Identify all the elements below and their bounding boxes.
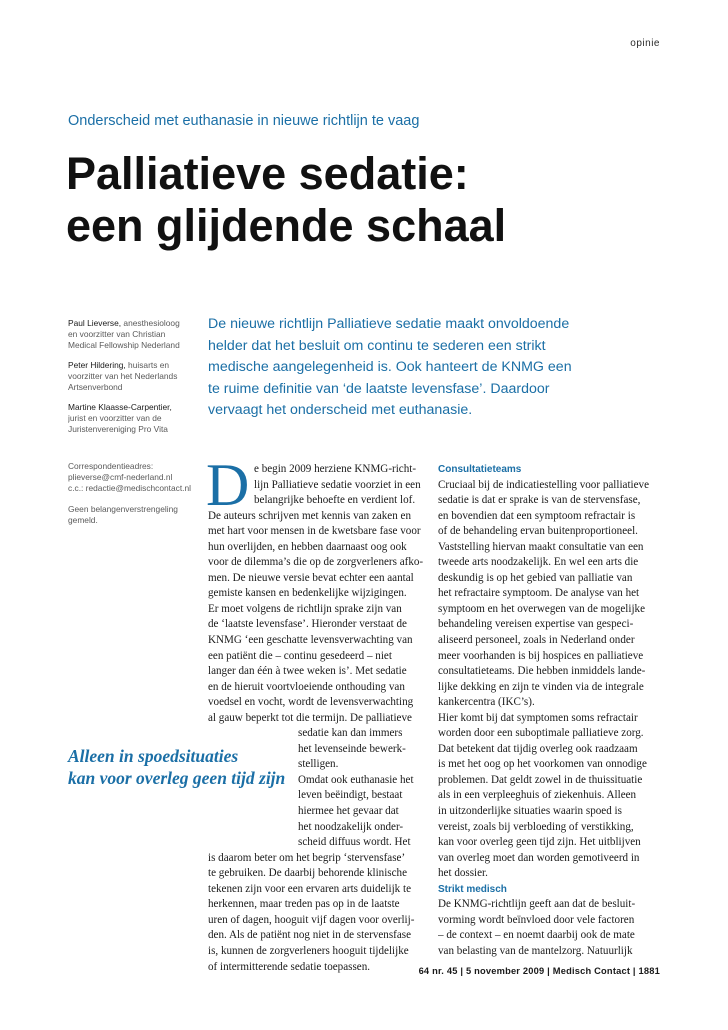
body-text-line: consultatieteams. Die hebben inmiddels lande- — [438, 665, 646, 678]
correspondence-label: Correspondentieadres: — [68, 461, 154, 471]
body-text-line: sedatie is dat er sprake is van de stervensfase, — [438, 494, 641, 507]
body-text-line: deskundig is op het gebied van palliatie van — [438, 571, 633, 584]
body-text-line: het levenseinde bewerk- — [298, 742, 406, 755]
body-text-line: een patiënt die – continu gesedeerd – niet — [208, 649, 392, 662]
body-text-line: Vaststelling hiervan maakt consultatie van een — [438, 540, 644, 553]
intro-line: vervaagt het onderscheid met euthanasie. — [208, 402, 473, 418]
author-list — [68, 318, 198, 444]
page-footer: 64 nr. 45 | 5 november 2009 | Medisch Contact | 1881 — [418, 966, 660, 976]
body-text-line: het noodzakelijk onder- — [298, 820, 404, 833]
body-text-line: hun overlijden, en hebben daarnaast oog ook — [208, 540, 407, 553]
body-text-line: leven beëindigt, bestaat — [298, 789, 403, 802]
body-text-line: gemiste kansen en bedenkelijke wijzigingen. — [208, 587, 407, 600]
body-text-line: het refractaire symptoom. De analyse van het — [438, 587, 640, 600]
body-text-line: men. De nieuwe versie bevat echter een aantal — [208, 571, 414, 584]
body-text-line: tweede arts noodzakelijk. En wel een arts die — [438, 556, 639, 569]
body-text-line: kankercentra (IKC’s). — [438, 696, 535, 709]
conflict-line: gemeld. — [68, 514, 98, 525]
body-text-line: De auteurs schrijven met kennis van zaken en — [208, 509, 412, 522]
body-text-line: als in een verpleeghuis of ziekenhuis. Alleen — [438, 789, 637, 802]
author-role: jurist en voorzitter van de — [68, 412, 162, 423]
body-text-line: of intermitterende sedatie toepassen. — [208, 960, 371, 973]
author-role: Juristenvereniging Pro Vita — [68, 423, 168, 434]
section-body — [438, 897, 660, 959]
body-text-line: in uitzonderlijke situaties waarin spoed is — [438, 805, 622, 818]
body-text-line: uren of dagen, hooguit vijf dagen voor overlij- — [208, 913, 415, 926]
body-text-line: vorming wordt beïnvloed door vele factoren — [438, 913, 635, 926]
body-text-line: lijn Palliatieve sedatie voorziet in een — [254, 478, 421, 491]
section-heading-strikt-medisch: Strikt medisch — [438, 883, 507, 895]
body-text-line: stelligen. — [298, 758, 339, 771]
body-text-line: meer voorhanden is bij hospices en palliatieve — [438, 649, 644, 662]
body-text-line: en bovendien dat een symptoom refractair is — [438, 509, 636, 522]
author-role: huisarts en — [125, 360, 170, 370]
body-text-line: aliseerd personeel, zoals in Nederland onder — [438, 634, 635, 647]
body-text-line: voedsel en vocht, wordt de levensverwachting — [208, 696, 414, 709]
body-text-line: scheid diffuus wordt. Het — [298, 836, 411, 849]
body-text-line: is daarom beter om het begrip ‘stervensfase’ — [208, 851, 406, 864]
body-text-line: problemen. Dat geldt zowel in de thuissituatie — [438, 773, 643, 786]
body-text-line: behandeling vereisen expertise van gespeci- — [438, 618, 634, 631]
section-body — [438, 478, 660, 882]
correspondence-cc[interactable]: c.c.: redactie@medischcontact.nl — [68, 482, 192, 493]
correspondence-email[interactable]: plieverse@cmf-nederland.nl — [68, 471, 173, 482]
author-role: en voorzitter van Christian — [68, 328, 166, 339]
body-text-line: lijke dekking en zijn te vinden via de integrale — [438, 680, 644, 693]
pull-quote-line: Alleen in spoedsituaties — [68, 746, 239, 766]
drop-cap: D — [206, 452, 250, 518]
title-line: Palliatieve sedatie: — [66, 148, 469, 199]
body-text-line: worden door een suboptimale palliatieve zorg. — [438, 727, 644, 740]
intro-line: te ruime definitie van ‘de laatste levensfase’. Daardoor — [208, 380, 550, 397]
section-heading-consultatieteams: Consultatieteams — [438, 464, 522, 475]
body-text-line: van belasting van de mantelzorg. Natuurlijk — [438, 944, 633, 957]
author-name: Peter Hildering, — [68, 360, 126, 370]
pull-quote-line: kan voor overleg geen tijd zijn — [68, 768, 286, 788]
body-text-line: belangrijke behoefte en verdient lof. — [254, 494, 416, 507]
body-text-line: Hier komt bij dat symptomen soms refractair — [438, 711, 638, 724]
body-text-line: sedatie kan dan immers — [298, 727, 403, 740]
body-text-line: KNMG ‘een geschatte levensverwachting van — [208, 634, 413, 647]
author-role: Medical Fellowship Nederland — [68, 339, 180, 350]
body-text-line: Er moet volgens de richtlijn sprake zijn van — [208, 602, 402, 615]
body-text-line: De KNMG-richtlijn geeft aan dat de besluit- — [438, 898, 636, 911]
body-text-line: Cruciaal bij de indicatiestelling voor palliatieve — [438, 478, 650, 491]
correspondence-address — [68, 461, 203, 493]
conflict-of-interest — [68, 504, 203, 526]
body-text-line: tekenen zijn voor een ervaren arts duidelijk te — [208, 882, 411, 895]
body-text-line: langer dan één à twee weken is’. Met sedatie — [208, 665, 407, 678]
body-column-2 — [438, 462, 660, 960]
body-text-line: vereist, zoals bij verbloeding of verstikking, — [438, 820, 634, 833]
body-text-line: Dat betekent dat tijdig overleg ook raadzaam — [438, 742, 638, 755]
body-text-line: te gebruiken. De daarbij behorende klinische — [208, 867, 407, 880]
article-title — [66, 148, 506, 252]
body-text-line: is met het oog op het voorkomen van onnodige — [438, 758, 647, 771]
body-text-line: – de context – en noemt daarbij ook de mate — [438, 929, 635, 942]
author-entry — [68, 360, 198, 392]
body-text-line: voor de dilemma’s die op de zorgverleners afko- — [208, 556, 423, 569]
body-text-line: kan voor overleg geen tijd zijn. Het uitblijven — [438, 836, 641, 849]
body-text-line: herkennen, maar treden pas op in de laatste — [208, 898, 400, 911]
body-text-line: met hart voor mensen in de kwetsbare fase voor — [208, 525, 421, 538]
intro-line: medische aangelegenheid is. Ook hanteert de KNMG een — [208, 359, 572, 375]
title-line: een glijdende schaal — [66, 200, 507, 251]
conflict-line: Geen belangenverstrengeling — [68, 504, 178, 514]
author-role: Artsenverbond — [68, 381, 123, 392]
body-text-line: van overleg moet dan worden gemotiveerd in — [438, 851, 640, 864]
author-name: Paul Lieverse, — [68, 318, 122, 328]
author-entry — [68, 318, 198, 350]
intro-paragraph — [208, 314, 608, 422]
body-text-line: hiermee het gevaar dat — [298, 805, 399, 818]
body-text-line: en de hieruit voortvloeiende onthouding van — [208, 680, 405, 693]
body-text-line: den. Als de patiënt nog niet in de stervensfase — [208, 929, 412, 942]
author-entry — [68, 402, 198, 434]
body-text-line: is, kunnen de zorgverleners hooguit tijdelijke — [208, 944, 409, 957]
body-text-line: of de behandeling ervan buitenproportioneel. — [438, 525, 638, 538]
author-role: anesthesioloog — [121, 318, 180, 328]
body-text-line: e begin 2009 herziene KNMG-richt- — [254, 463, 417, 475]
author-name: Martine Klaasse-Carpentier, — [68, 402, 172, 412]
body-column-1 — [206, 452, 423, 975]
intro-line: helder dat het besluit om continu te sederen een strikt — [208, 337, 546, 354]
body-text-line: Omdat ook euthanasie het — [298, 773, 414, 786]
body-text-line: al gauw beperkt tot die termijn. De palliatieve — [208, 711, 412, 724]
author-role: voorzitter van het Nederlands — [68, 370, 178, 381]
body-text-line: de ‘laatste levensfase’. Hieronder verstaat de — [208, 618, 407, 631]
section-label: opinie — [630, 38, 660, 49]
body-text-line: het dossier. — [438, 867, 488, 880]
article-subtitle: Onderscheid met euthanasie in nieuwe richtlijn te vaag — [68, 113, 420, 129]
intro-line: De nieuwe richtlijn Palliatieve sedatie maakt onvoldoende — [208, 316, 570, 332]
body-text-line: symptoom en het overwegen van de mogelijke — [438, 602, 646, 615]
